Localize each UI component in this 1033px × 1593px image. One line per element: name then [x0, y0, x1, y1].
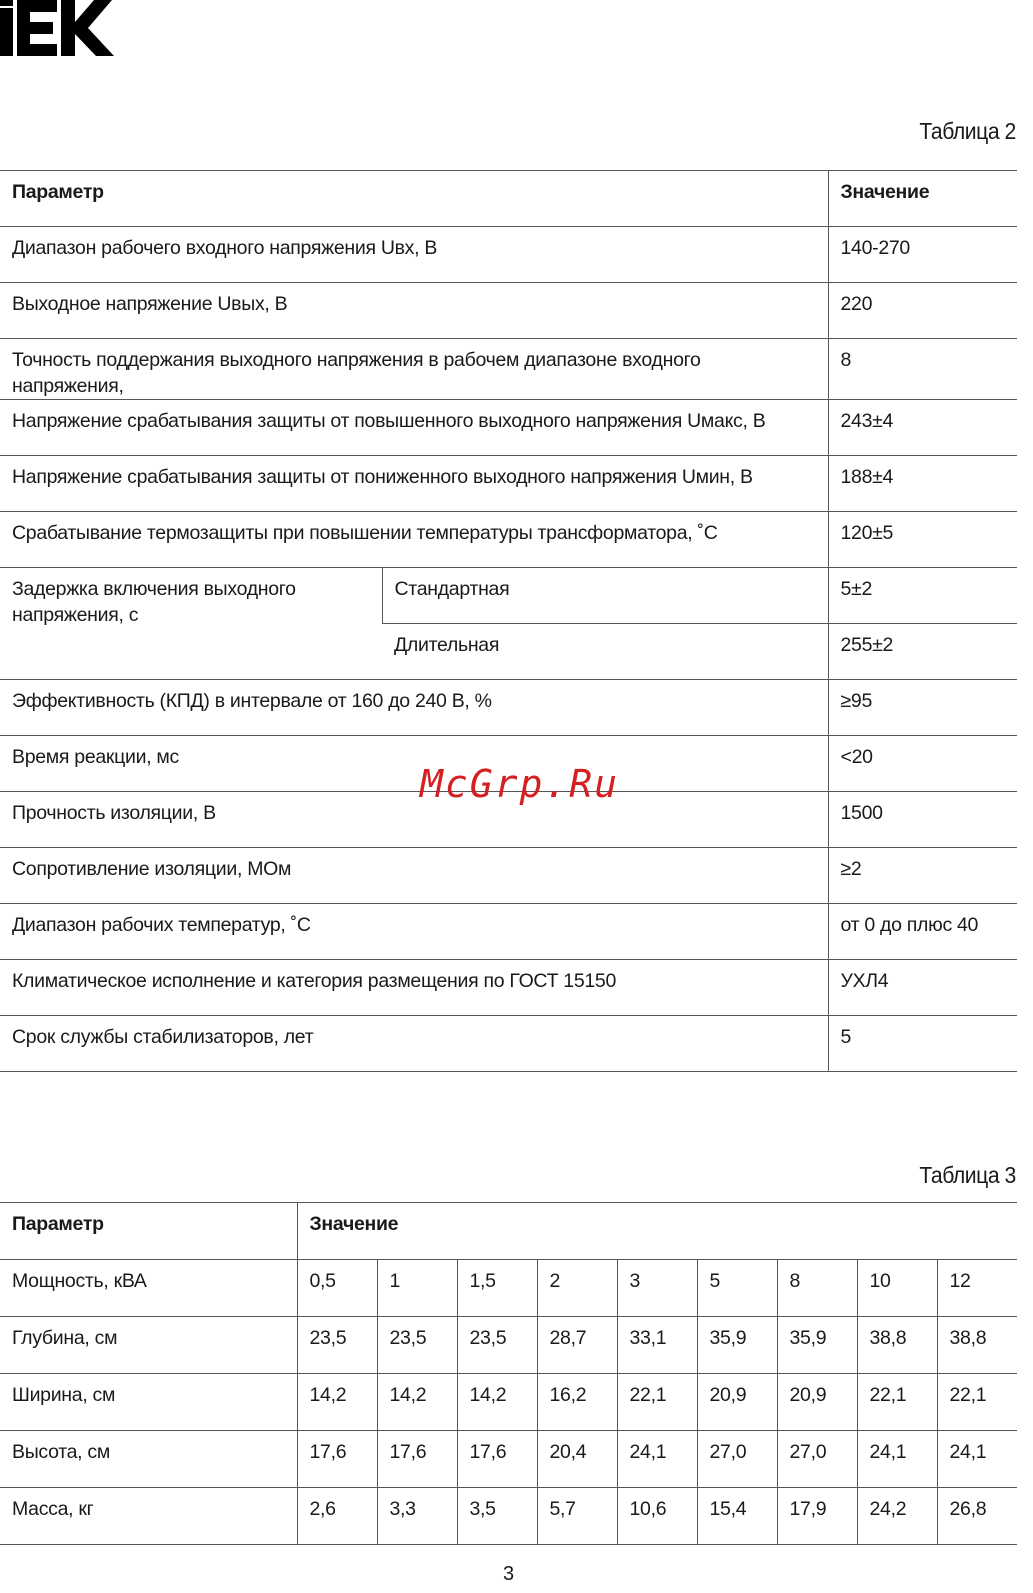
parameter-cell: Климатическое исполнение и категория размещения по ГОСТ 15150: [0, 960, 828, 1016]
iek-logo: [0, 0, 116, 56]
value-cell: 27,0: [697, 1431, 777, 1488]
value-cell: 20,9: [697, 1374, 777, 1431]
value-cell: 140-270: [828, 227, 1017, 283]
table-row: [0, 960, 1017, 1016]
table-row: [0, 680, 1017, 736]
header-parameter: Параметр: [0, 171, 828, 227]
parameter-cell: Задержка включения выходного напряжения, с: [0, 568, 382, 680]
table2-caption: Таблица 2: [919, 118, 1016, 144]
value-cell: 22,1: [857, 1374, 937, 1431]
header-value: Значение: [828, 171, 1017, 227]
parameter-cell: Сопротивление изоляции, МОм: [0, 848, 828, 904]
value-cell: 35,9: [697, 1317, 777, 1374]
parameter-cell: Прочность изоляции, В: [0, 792, 828, 848]
value-cell: 28,7: [537, 1317, 617, 1374]
value-cell: 5,7: [537, 1488, 617, 1545]
value-cell: 38,8: [857, 1317, 937, 1374]
table-row: [0, 227, 1017, 283]
value-cell: 8: [828, 339, 1017, 400]
table-row: [0, 283, 1017, 339]
parameter-cell: Ширина, см: [0, 1374, 297, 1431]
table-row: [0, 1016, 1017, 1072]
value-cell: ≥95: [828, 680, 1017, 736]
table-row: [0, 1488, 1017, 1545]
table-row: [0, 1374, 1017, 1431]
parameter-cell: Мощность, кВА: [0, 1260, 297, 1317]
value-cell: 24,2: [857, 1488, 937, 1545]
watermark: McGrp.Ru: [420, 762, 620, 806]
value-cell: 3,5: [457, 1488, 537, 1545]
value-cell: 33,1: [617, 1317, 697, 1374]
parameter-cell: Эффективность (КПД) в интервале от 160 до 240 В, %: [0, 680, 828, 736]
parameter-cell: Время реакции, мс: [0, 736, 828, 792]
delay-mode-cell: Стандартная: [382, 568, 828, 624]
table-row: [0, 1317, 1017, 1374]
header-value: Значение: [297, 1203, 1017, 1260]
dimensions-table: [0, 1202, 1017, 1545]
table3-caption: Таблица 3: [919, 1162, 1016, 1188]
value-cell: 16,2: [537, 1374, 617, 1431]
value-cell: 12: [937, 1260, 1017, 1317]
value-cell: 0,5: [297, 1260, 377, 1317]
value-cell: 10: [857, 1260, 937, 1317]
value-cell: УХЛ4: [828, 960, 1017, 1016]
parameter-cell: Напряжение срабатывания защиты от повышенного выходного напряжения Uмакс, В: [0, 400, 828, 456]
table-row: [0, 1431, 1017, 1488]
parameter-cell: Масса, кг: [0, 1488, 297, 1545]
header-parameter: Параметр: [0, 1203, 297, 1260]
value-cell: 17,6: [297, 1431, 377, 1488]
value-cell: 27,0: [777, 1431, 857, 1488]
table-row: [0, 1260, 1017, 1317]
table-row: [0, 512, 1017, 568]
value-cell: 14,2: [457, 1374, 537, 1431]
value-cell: 220: [828, 283, 1017, 339]
table-row: [0, 400, 1017, 456]
value-cell: 22,1: [937, 1374, 1017, 1431]
page-number: 3: [503, 1563, 515, 1585]
parameter-cell: Срок службы стабилизаторов, лет: [0, 1016, 828, 1072]
value-cell: 8: [777, 1260, 857, 1317]
parameter-cell: Срабатывание термозащиты при повышении температуры трансформатора, ˚С: [0, 512, 828, 568]
table-row: [0, 339, 1017, 400]
value-cell: 24,1: [937, 1431, 1017, 1488]
value-cell: 15,4: [697, 1488, 777, 1545]
value-cell: 1,5: [457, 1260, 537, 1317]
table-row: [0, 848, 1017, 904]
table-header-row: [0, 1203, 1017, 1260]
value-cell: 20,9: [777, 1374, 857, 1431]
table-header-row: [0, 171, 1017, 227]
value-cell: 22,1: [617, 1374, 697, 1431]
parameter-cell: Диапазон рабочих температур, ˚С: [0, 904, 828, 960]
value-cell: 120±5: [828, 512, 1017, 568]
value-cell: от 0 до плюс 40: [828, 904, 1017, 960]
parameter-cell: Диапазон рабочего входного напряжения Uвх, В: [0, 227, 828, 283]
value-cell: <20: [828, 736, 1017, 792]
value-cell: 26,8: [937, 1488, 1017, 1545]
value-cell: 23,5: [377, 1317, 457, 1374]
parameter-cell: Выходное напряжение Uвых, В: [0, 283, 828, 339]
parameter-cell: Точность поддержания выходного напряжения в рабочем диапазоне входного напряжения,: [0, 339, 828, 400]
value-cell: 188±4: [828, 456, 1017, 512]
value-cell: 20,4: [537, 1431, 617, 1488]
value-cell: 3,3: [377, 1488, 457, 1545]
value-cell: 5±2: [828, 568, 1017, 624]
table-row: [0, 904, 1017, 960]
value-cell: 5: [697, 1260, 777, 1317]
parameter-cell: Напряжение срабатывания защиты от пониженного выходного напряжения Uмин, В: [0, 456, 828, 512]
delay-mode-cell: Длительная: [382, 624, 828, 680]
value-cell: 2: [537, 1260, 617, 1317]
table-row: [0, 568, 1017, 624]
value-cell: 1500: [828, 792, 1017, 848]
value-cell: 10,6: [617, 1488, 697, 1545]
parameter-cell: Глубина, см: [0, 1317, 297, 1374]
value-cell: 23,5: [297, 1317, 377, 1374]
value-cell: 2,6: [297, 1488, 377, 1545]
value-cell: 255±2: [828, 624, 1017, 680]
value-cell: ≥2: [828, 848, 1017, 904]
value-cell: 5: [828, 1016, 1017, 1072]
value-cell: 1: [377, 1260, 457, 1317]
value-cell: 23,5: [457, 1317, 537, 1374]
parameter-cell: Высота, см: [0, 1431, 297, 1488]
value-cell: 17,6: [377, 1431, 457, 1488]
parameters-table: [0, 170, 1017, 1072]
value-cell: 38,8: [937, 1317, 1017, 1374]
value-cell: 17,6: [457, 1431, 537, 1488]
value-cell: 14,2: [377, 1374, 457, 1431]
value-cell: 24,1: [617, 1431, 697, 1488]
table-row: [0, 456, 1017, 512]
value-cell: 243±4: [828, 400, 1017, 456]
value-cell: 35,9: [777, 1317, 857, 1374]
value-cell: 14,2: [297, 1374, 377, 1431]
value-cell: 24,1: [857, 1431, 937, 1488]
value-cell: 17,9: [777, 1488, 857, 1545]
value-cell: 3: [617, 1260, 697, 1317]
